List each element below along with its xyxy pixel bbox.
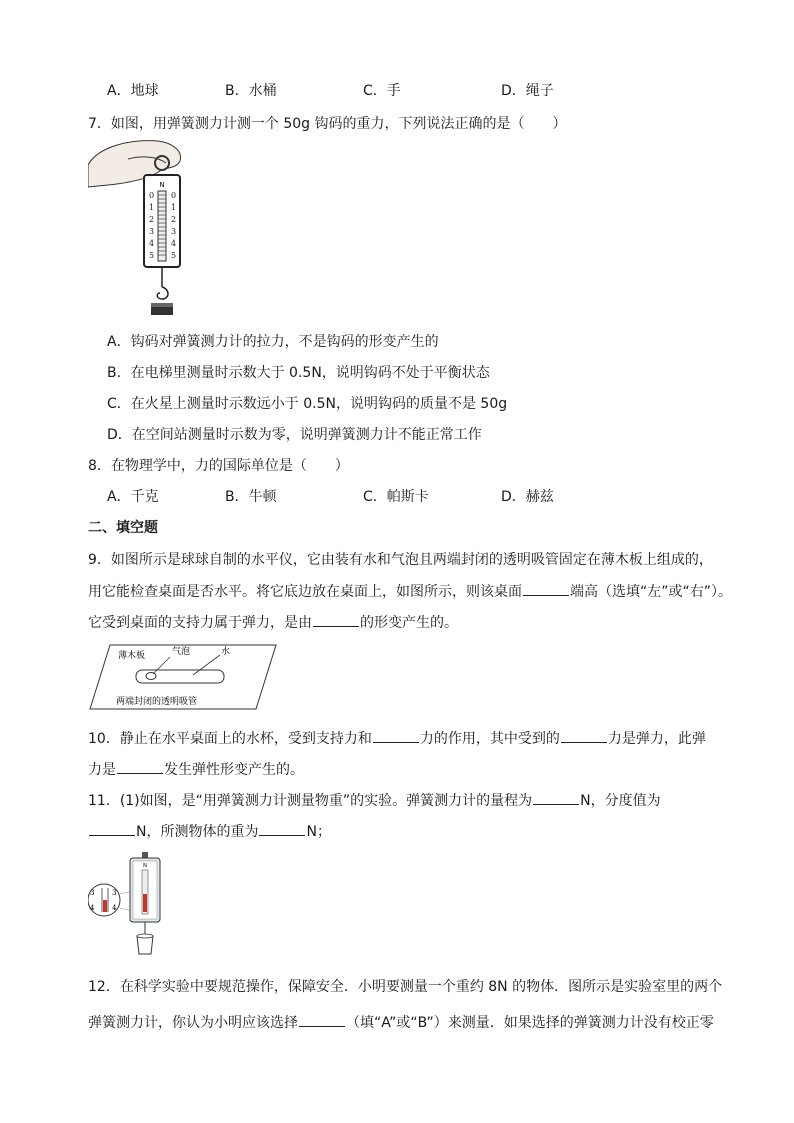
scale-right-0: 0 bbox=[171, 191, 177, 200]
zoom-label-3: 3 bbox=[90, 889, 95, 897]
scale-left-5: 5 bbox=[149, 251, 155, 260]
q7-option-c: C．在火星上测量时示数远小于 0.5N，说明钩码的质量不是 50g bbox=[107, 396, 508, 412]
q10-line1a: 10．静止在水平桌面上的水杯，受到支持力和 bbox=[88, 731, 372, 747]
q11-blank-1[interactable] bbox=[533, 790, 579, 805]
scale-left-4: 4 bbox=[149, 239, 155, 248]
scale-left-2: 2 bbox=[149, 215, 155, 224]
scale-left-3: 3 bbox=[149, 227, 155, 236]
q7-option-a: A．钩码对弹簧测力计的拉力，不是钩码的形变产生的 bbox=[107, 334, 439, 350]
q11-line2 bbox=[88, 821, 331, 842]
scale-right-1: 1 bbox=[171, 203, 177, 212]
scale-right-5: 5 bbox=[171, 251, 177, 260]
q7-option-b: B．在电梯里测量时示数大于 0.5N，说明钩码不处于平衡状态 bbox=[107, 365, 490, 381]
q8-stem: 8．在物理学中，力的国际单位是（ ） bbox=[88, 458, 349, 474]
q6-option-b: B．水桶 bbox=[225, 83, 277, 99]
q12-blank-1[interactable] bbox=[299, 1012, 345, 1027]
q12-line1: 12．在科学实验中要规范操作，保障安全．小明要测量一个重约 8N 的物体．图所示是实验室里的两个 bbox=[88, 979, 723, 995]
q11-spring-scale-figure bbox=[88, 850, 168, 960]
q7-stem: 7．如图，用弹簧测力计测一个 50g 钩码的重力，下列说法正确的是（ ） bbox=[88, 116, 567, 132]
scale-left-0: 0 bbox=[149, 191, 155, 200]
q6-option-c: C．手 bbox=[363, 83, 401, 99]
bubble-label: 气泡 bbox=[172, 647, 191, 657]
zoom-label-4: 4 bbox=[90, 904, 95, 912]
scale-right-2: 2 bbox=[171, 215, 177, 224]
svg-text:4: 4 bbox=[112, 904, 117, 912]
q12-line2a: 弹簧测力计，你认为小明应该选择 bbox=[88, 1015, 298, 1031]
q12-line2b: （填“A”或“B”）来测量．如果选择的弹簧测力计没有校正零 bbox=[346, 1015, 714, 1031]
section-title: 二、填空题 bbox=[88, 520, 158, 536]
q9-line2a: 用它能检查桌面是否水平。将它底边放在桌面上，如图所示，则该桌面 bbox=[88, 584, 522, 600]
q11-line1b: N，分度值为 bbox=[580, 793, 661, 809]
q10-blank-3[interactable] bbox=[117, 759, 163, 774]
q6-option-d: D．绳子 bbox=[501, 83, 554, 99]
scale-unit: N bbox=[159, 181, 165, 189]
scale-right-4: 4 bbox=[171, 239, 177, 248]
q9-line3 bbox=[88, 612, 458, 633]
q10-blank-1[interactable] bbox=[373, 728, 419, 743]
scale-right-3: 3 bbox=[171, 227, 177, 236]
q9-line3a: 它受到桌面的支持力属于弹力，是由 bbox=[88, 615, 312, 631]
q9-line3b: 的形变产生的。 bbox=[360, 615, 458, 631]
board-label: 薄木板 bbox=[118, 651, 146, 661]
q10-line1 bbox=[88, 728, 706, 749]
q11-line1 bbox=[88, 790, 661, 811]
water-label: 水 bbox=[221, 647, 231, 657]
q9-line2b: 端高（选填“左”或“右”）。 bbox=[570, 584, 733, 600]
tube-label: 两端封闭的透明吸管 bbox=[116, 697, 198, 707]
q11-line1a: 11．(1)如图，是“用弹簧测力计测量物重”的实验。弹簧测力计的量程为 bbox=[88, 793, 533, 809]
q9-line1: 9．如图所示是球球自制的水平仪，它由装有水和气泡且两端封闭的透明吸管固定在薄木板上组成的， bbox=[88, 552, 713, 568]
weight-cup bbox=[137, 936, 153, 954]
q11-blank-3[interactable] bbox=[259, 821, 305, 836]
q10-line2 bbox=[88, 759, 304, 780]
q10-line2a: 力是 bbox=[88, 762, 116, 778]
q6-option-a: A．地球 bbox=[107, 83, 159, 99]
scale-left-1: 1 bbox=[149, 203, 155, 212]
q8-option-b: B．牛顿 bbox=[225, 489, 277, 505]
air-bubble bbox=[146, 673, 156, 680]
q11-line2b: N； bbox=[306, 824, 331, 840]
q8-option-c: C．帕斯卡 bbox=[363, 489, 429, 505]
q11-line2a: N，所测物体的重为 bbox=[136, 824, 259, 840]
q10-blank-2[interactable] bbox=[561, 728, 607, 743]
q8-option-d: D．赫兹 bbox=[501, 489, 554, 505]
svg-text:3: 3 bbox=[112, 889, 117, 897]
q11-blank-2[interactable] bbox=[89, 821, 135, 836]
q9-blank-2[interactable] bbox=[313, 612, 359, 627]
q7-spring-scale-figure bbox=[88, 137, 208, 322]
q9-blank-1[interactable] bbox=[523, 581, 569, 596]
q8-option-a: A．千克 bbox=[107, 489, 159, 505]
q9-line2 bbox=[88, 581, 732, 602]
q9-level-figure bbox=[88, 642, 278, 712]
q10-line2b: 发生弹性形变产生的。 bbox=[164, 762, 304, 778]
q10-line1b: 力的作用，其中受到的 bbox=[419, 731, 560, 747]
scale-unit: N bbox=[143, 863, 147, 869]
q7-option-d: D．在空间站测量时示数为零，说明弹簧测力计不能正常工作 bbox=[107, 427, 482, 443]
q10-line1c: 力是弹力，此弹 bbox=[607, 731, 706, 747]
q12-line2 bbox=[88, 1012, 714, 1033]
